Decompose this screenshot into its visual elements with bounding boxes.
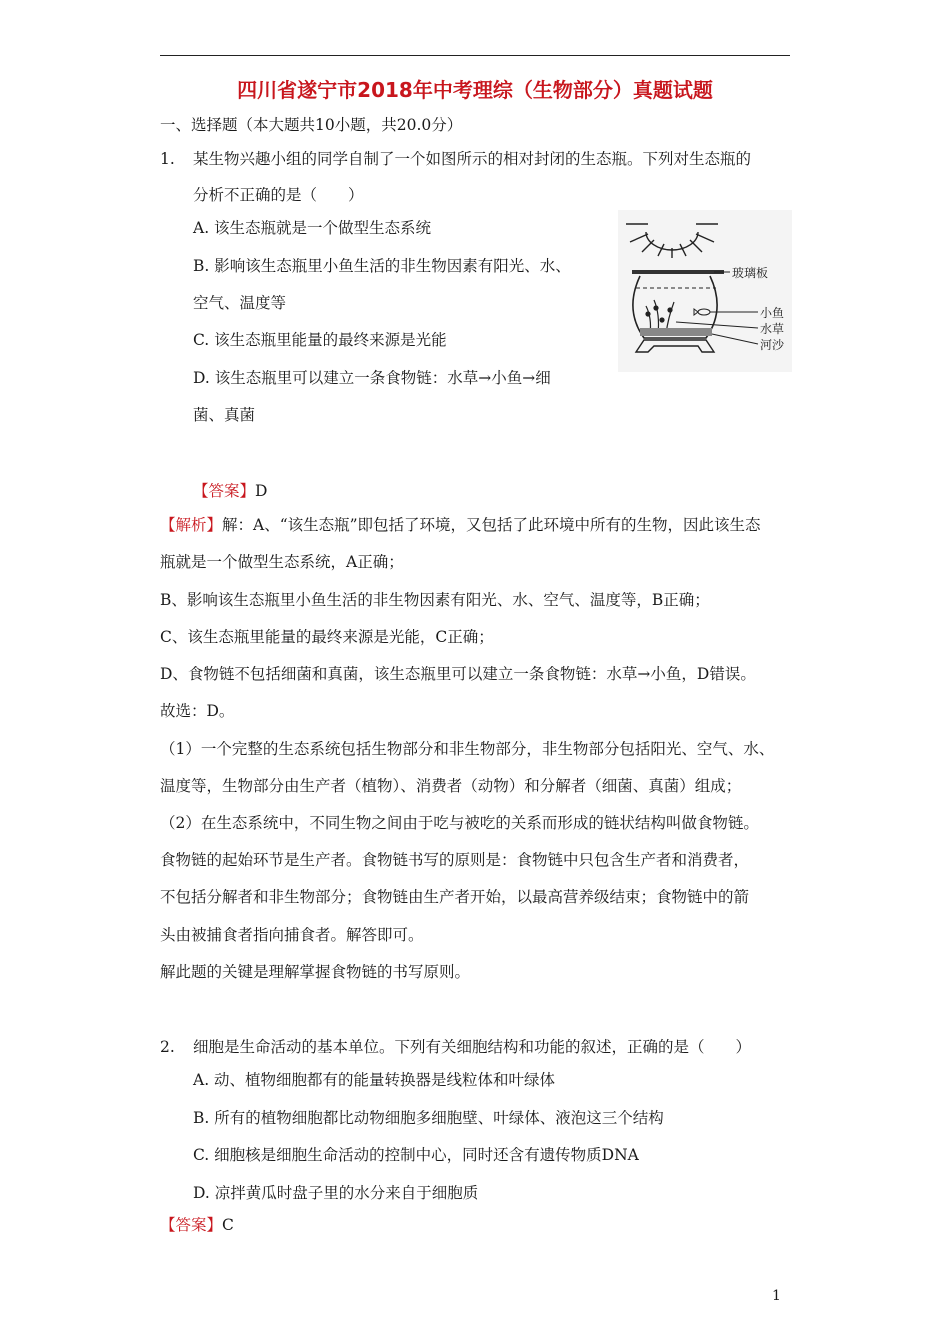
q2-option-d: D. 凉拌黄瓜时盘子里的水分来自于细胞质 — [193, 1184, 479, 1202]
q1-answer-value: D — [255, 482, 268, 500]
q1-analysis-row1 — [160, 515, 761, 535]
q1-option-b-line1: B. 影响该生态瓶里小鱼生活的非生物因素有阳光、水、 — [193, 257, 571, 275]
q1-analysis-line4: C、该生态瓶里能量的最终来源是光能，C正确； — [160, 628, 494, 646]
q2-answer-value: C — [222, 1216, 234, 1234]
label-fish: 小鱼 — [760, 306, 785, 320]
q1-option-b-line2: 空气、温度等 — [193, 294, 287, 312]
sand-icon — [640, 328, 712, 336]
q1-analysis-line6: 故选：D。 — [160, 702, 235, 720]
ecosystem-bottle-figure — [618, 210, 792, 372]
q1-analysis-line1: 解：A、“该生态瓶”即包括了环境，又包括了此环境中所有的生物，因此该生态 — [222, 516, 761, 534]
glass-plate-icon — [632, 270, 724, 274]
q1-analysis-tag: 【解析】 — [160, 516, 223, 534]
q2-option-b: B. 所有的植物细胞都比动物细胞多细胞壁、叶绿体、液泡这三个结构 — [193, 1109, 664, 1127]
q1-option-d-line2: 菌、真菌 — [193, 406, 256, 424]
q1-analysis-line11: 不包括分解者和非生物部分；食物链由生产者开始，以最高营养级结束；食物链中的箭 — [160, 888, 750, 906]
q2-answer-tag: 【答案】 — [160, 1216, 223, 1234]
q1-option-d-line1: D. 该生态瓶里可以建立一条食物链：水草→小鱼→细 — [193, 369, 551, 387]
q1-analysis-line3: B、影响该生态瓶里小鱼生活的非生物因素有阳光、水、空气、温度等，B正确； — [160, 591, 710, 609]
q1-analysis-line12: 头由被捕食者指向捕食者。解答即可。 — [160, 926, 424, 944]
q1-option-a: A. 该生态瓶就是一个做型生态系统 — [193, 219, 432, 237]
q2-option-c: C. 细胞核是细胞生命活动的控制中心，同时还含有遗传物质DNA — [193, 1146, 639, 1164]
label-glass: 玻璃板 — [732, 266, 769, 280]
q1-option-c: C. 该生态瓶里能量的最终来源是光能 — [193, 331, 447, 349]
q1-analysis-line8: 温度等，生物部分由生产者（植物）、消费者（动物）和分解者（细菌、真菌）组成； — [160, 777, 742, 795]
q2-stem: 细胞是生命活动的基本单位。下列有关细胞结构和功能的叙述，正确的是（ ） — [193, 1038, 752, 1056]
q1-analysis-line10: 食物链的起始环节是生产者。食物链书写的原则是：食物链中只包含生产者和消费者， — [160, 851, 750, 869]
q2-option-a: A. 动、植物细胞都有的能量转换器是线粒体和叶绿体 — [193, 1071, 556, 1089]
page-number: 1 — [772, 1288, 781, 1304]
q1-stem-line1: 某生物兴趣小组的同学自制了一个如图所示的相对封闭的生态瓶。下列对生态瓶的 — [193, 150, 752, 168]
page-title: 四川省遂宁市2018年中考理综（生物部分）真题试题 — [237, 78, 713, 102]
label-sand: 河沙 — [760, 338, 785, 352]
q1-analysis-line2: 瓶就是一个做型生态系统，A正确； — [160, 553, 404, 571]
q1-analysis-line5: D、食物链不包括细菌和真菌，该生态瓶里可以建立一条食物链：水草→小鱼，D错误。 — [160, 665, 756, 683]
q1-answer-tag: 【答案】 — [193, 482, 256, 500]
header-rule — [160, 55, 790, 56]
q1-analysis-line13: 解此题的关键是理解掌握食物链的书写原则。 — [160, 963, 471, 981]
section-heading: 一、选择题（本大题共10小题，共20.0分） — [160, 116, 463, 134]
label-grass: 水草 — [760, 322, 785, 336]
q1-number: 1. — [160, 150, 175, 168]
q1-analysis-line9: （2）在生态系统中，不同生物之间由于吃与被吃的关系而形成的链状结构叫做食物链。 — [160, 814, 759, 832]
q1-answer-row — [193, 481, 267, 501]
q1-analysis-line7: （1）一个完整的生态系统包括生物部分和非生物部分，非生物部分包括阳光、空气、水、 — [160, 740, 775, 758]
q2-answer-row — [160, 1215, 234, 1235]
q2-number: 2. — [160, 1038, 175, 1056]
q1-stem-line2: 分析不正确的是（ ） — [193, 186, 364, 204]
